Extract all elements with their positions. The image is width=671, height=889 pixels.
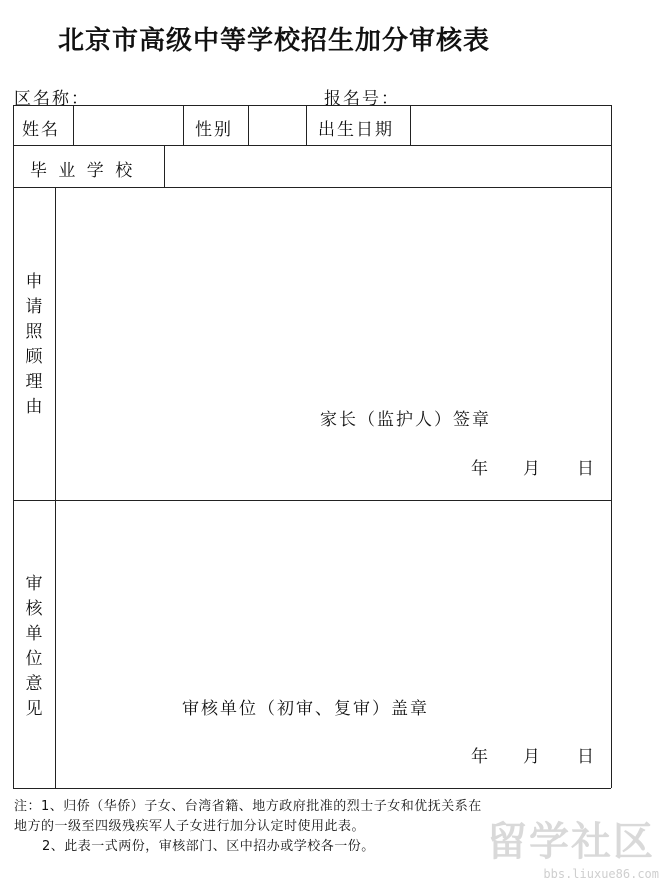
apply-reason-label: 申请照顾理由 [25, 272, 43, 417]
table-border-right [611, 105, 612, 788]
graduation-school-label: 毕 业 学 校 [30, 161, 136, 181]
day-label: 日 [577, 459, 594, 479]
year-label: 年 [471, 459, 488, 479]
graduation-school-field[interactable] [165, 146, 610, 186]
cell-divider [183, 105, 184, 145]
review-opinion-label: 审核单位意见 [25, 574, 43, 719]
birth-date-label: 出生日期 [318, 120, 394, 140]
table-border-left [13, 105, 14, 788]
reviewer-stamp-label: 审核单位（初审、复审）盖章 [182, 699, 429, 719]
name-field[interactable] [74, 106, 182, 144]
watermark-logo: 留学社区 [487, 819, 655, 865]
day-label: 日 [577, 747, 594, 767]
note-line-2: 地方的一级至四级残疾军人子女进行加分认定时使用此表。 [14, 819, 366, 834]
form-title: 北京市高级中等学校招生加分审核表 [58, 26, 491, 56]
registration-number-label: 报名号： [324, 89, 400, 109]
watermark-url: bbs.liuxue86.com [543, 867, 659, 881]
gender-label: 性别 [195, 120, 233, 140]
note-line-1: 注：1、归侨（华侨）子女、台湾省籍、地方政府批准的烈士子女和优抚关系在 [14, 799, 482, 814]
name-label: 姓名 [22, 120, 60, 140]
year-label: 年 [471, 747, 488, 767]
review-opinion-field[interactable] [56, 501, 610, 681]
birth-date-field[interactable] [411, 106, 610, 144]
month-label: 月 [523, 747, 540, 767]
district-label: 区名称： [14, 89, 90, 109]
cell-divider [306, 105, 307, 145]
month-label: 月 [523, 459, 540, 479]
table-border-bottom [13, 788, 611, 789]
guardian-signature-label: 家长（监护人）签章 [320, 410, 491, 430]
note-line-3: 2、此表一式两份，审核部门、区中招办或学校各一份。 [42, 839, 375, 854]
gender-field[interactable] [249, 106, 305, 144]
apply-reason-field[interactable] [56, 188, 610, 398]
